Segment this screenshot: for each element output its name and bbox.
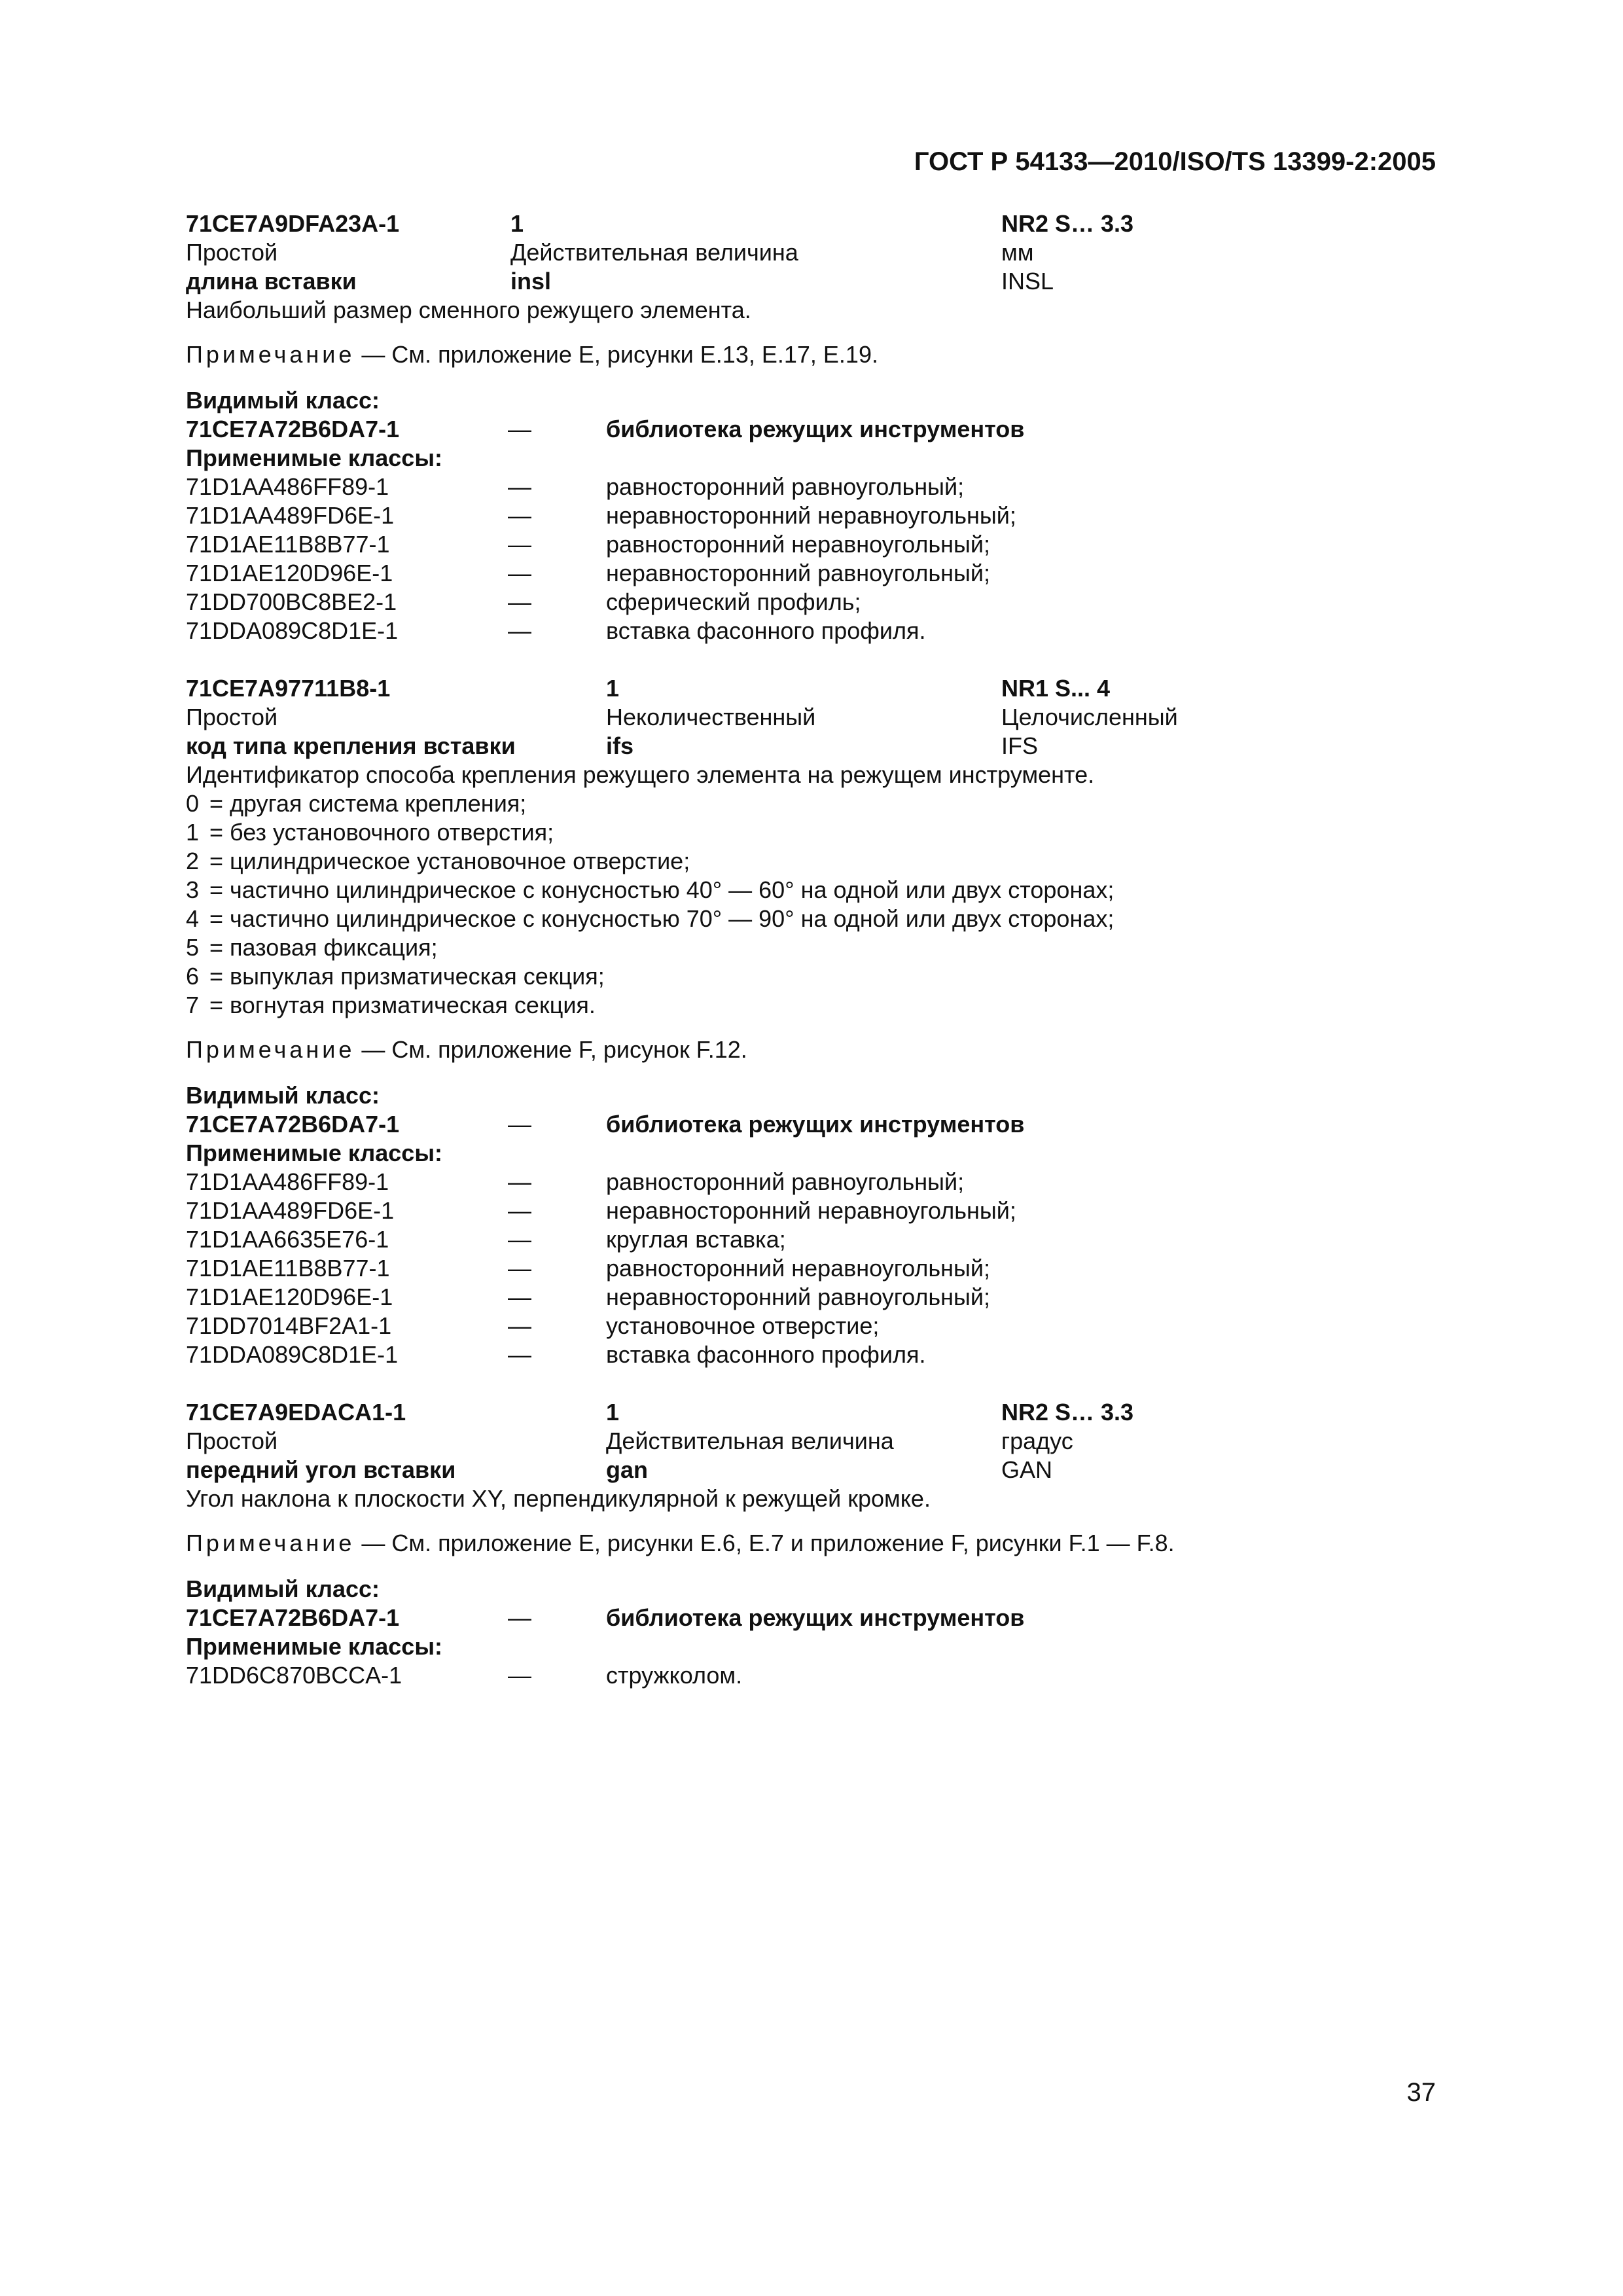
class-id: 71DD7014BF2A1-1 <box>186 1312 392 1339</box>
note-label: Примечание <box>186 341 355 368</box>
class-id: 71D1AA486FF89-1 <box>186 1168 389 1195</box>
class-id: 71D1AE11B8B77-1 <box>186 531 390 558</box>
code-text: = другая система крепления; <box>209 790 527 817</box>
class-id: 71DDA089C8D1E-1 <box>186 617 399 644</box>
note-text: — См. приложение E, рисунки E.13, E.17, E.19. <box>355 341 878 368</box>
class-name: равносторонний равноугольный; <box>606 473 965 500</box>
code-number: 4 <box>186 905 200 932</box>
property-unit: градус <box>1001 1427 1073 1454</box>
class-name: неравносторонний равноугольный; <box>606 1283 990 1310</box>
code-number: 7 <box>186 992 200 1018</box>
property-kind: Простой <box>186 1427 278 1454</box>
code-text: = пазовая фиксация; <box>209 934 438 961</box>
code-number: 1 <box>186 819 200 846</box>
class-name: неравносторонний неравноугольный; <box>606 1197 1016 1224</box>
property-format: NR2 S… 3.3 <box>1001 210 1134 237</box>
class-dash: — <box>508 1341 531 1368</box>
property-id: 71CE7A9EDACA1-1 <box>186 1399 406 1426</box>
visible-class-dash: — <box>508 1604 531 1631</box>
visible-class-name: библиотека режущих инструментов <box>606 1604 1025 1631</box>
property-kind: Простой <box>186 239 278 266</box>
code-number: 2 <box>186 848 200 874</box>
class-dash: — <box>508 1197 531 1224</box>
class-dash: — <box>508 1255 531 1282</box>
class-dash: — <box>508 617 531 644</box>
property-symbol: insl <box>510 268 552 295</box>
property-count: 1 <box>606 1399 620 1426</box>
property-definition: Наибольший размер сменного режущего элемента. <box>186 296 751 323</box>
property-format: NR2 S… 3.3 <box>1001 1399 1134 1426</box>
visible-class-id: 71CE7A72B6DA7-1 <box>186 416 400 442</box>
property-format: NR1 S... 4 <box>1001 675 1111 702</box>
visible-class-name: библиотека режущих инструментов <box>606 416 1025 442</box>
property-code: IFS <box>1001 732 1039 759</box>
applicable-classes-label: Применимые классы: <box>186 444 443 471</box>
code-text: = цилиндрическое установочное отверстие; <box>209 848 690 874</box>
visible-class-dash: — <box>508 1111 531 1138</box>
property-kind: Простой <box>186 704 278 730</box>
class-id: 71DDA089C8D1E-1 <box>186 1341 399 1368</box>
class-id: 71D1AA486FF89-1 <box>186 473 389 500</box>
property-unit: мм <box>1001 239 1034 266</box>
class-dash: — <box>508 1662 531 1689</box>
class-name: неравносторонний равноугольный; <box>606 560 990 586</box>
property-id: 71CE7A9DFA23A-1 <box>186 210 400 237</box>
class-name: вставка фасонного профиля. <box>606 617 926 644</box>
property-id: 71CE7A97711B8-1 <box>186 675 391 702</box>
property-count: 1 <box>510 210 524 237</box>
note <box>186 1529 1175 1558</box>
class-dash: — <box>508 1226 531 1253</box>
note-text: — См. приложение E, рисунки E.6, E.7 и приложение F, рисунки F.1 — F.8. <box>355 1530 1175 1556</box>
class-name: неравносторонний неравноугольный; <box>606 502 1016 529</box>
class-dash: — <box>508 1168 531 1195</box>
code-text: = без установочного отверстия; <box>209 819 554 846</box>
property-name: передний угол вставки <box>186 1456 456 1483</box>
class-name: равносторонний равноугольный; <box>606 1168 965 1195</box>
class-name: вставка фасонного профиля. <box>606 1341 926 1368</box>
class-dash: — <box>508 1312 531 1339</box>
class-id: 71D1AE120D96E-1 <box>186 1283 393 1310</box>
visible-class-name: библиотека режущих инструментов <box>606 1111 1025 1138</box>
class-id: 71D1AE120D96E-1 <box>186 560 393 586</box>
code-text: = вогнутая призматическая секция. <box>209 992 596 1018</box>
class-dash: — <box>508 502 531 529</box>
visible-class-label: Видимый класс: <box>186 1082 380 1109</box>
property-name: длина вставки <box>186 268 357 295</box>
class-id: 71D1AA489FD6E-1 <box>186 1197 395 1224</box>
note <box>186 1035 747 1064</box>
applicable-classes-label: Применимые классы: <box>186 1139 443 1166</box>
code-text: = частично цилиндрическое с конусностью 70° — 90° на одной или двух сторонах; <box>209 905 1115 932</box>
visible-class-label: Видимый класс: <box>186 1575 380 1602</box>
property-value-type: Действительная величина <box>606 1427 894 1454</box>
class-name: круглая вставка; <box>606 1226 786 1253</box>
property-unit: Целочисленный <box>1001 704 1178 730</box>
class-dash: — <box>508 1283 531 1310</box>
visible-class-id: 71CE7A72B6DA7-1 <box>186 1111 400 1138</box>
page-number: 37 <box>1406 2078 1436 2107</box>
code-number: 6 <box>186 963 200 990</box>
note-text: — См. приложение F, рисунок F.12. <box>355 1036 747 1063</box>
code-number: 0 <box>186 790 200 817</box>
property-value-type: Действительная величина <box>510 239 798 266</box>
note <box>186 340 878 369</box>
property-code: GAN <box>1001 1456 1053 1483</box>
property-code: INSL <box>1001 268 1054 295</box>
visible-class-label: Видимый класс: <box>186 387 380 414</box>
code-number: 5 <box>186 934 200 961</box>
class-dash: — <box>508 531 531 558</box>
property-count: 1 <box>606 675 620 702</box>
code-number: 3 <box>186 876 200 903</box>
class-id: 71DD6C870BCCA-1 <box>186 1662 402 1689</box>
class-name: установочное отверстие; <box>606 1312 880 1339</box>
visible-class-dash: — <box>508 416 531 442</box>
applicable-classes-label: Применимые классы: <box>186 1633 443 1660</box>
page-header: ГОСТ Р 54133—2010/ISO/TS 13399-2:2005 <box>914 147 1436 176</box>
property-name: код типа крепления вставки <box>186 732 516 759</box>
class-name: равносторонний неравноугольный; <box>606 531 990 558</box>
property-symbol: ifs <box>606 732 634 759</box>
class-dash: — <box>508 473 531 500</box>
property-value-type: Неколичественный <box>606 704 816 730</box>
code-text: = частично цилиндрическое с конусностью 40° — 60° на одной или двух сторонах; <box>209 876 1115 903</box>
visible-class-id: 71CE7A72B6DA7-1 <box>186 1604 400 1631</box>
class-id: 71D1AA489FD6E-1 <box>186 502 395 529</box>
class-id: 71D1AA6635E76-1 <box>186 1226 389 1253</box>
class-dash: — <box>508 560 531 586</box>
property-definition: Угол наклона к плоскости XY, перпендикулярной к режущей кромке. <box>186 1485 931 1512</box>
class-dash: — <box>508 588 531 615</box>
class-id: 71D1AE11B8B77-1 <box>186 1255 390 1282</box>
class-name: сферический профиль; <box>606 588 861 615</box>
property-symbol: gan <box>606 1456 649 1483</box>
note-label: Примечание <box>186 1036 355 1063</box>
code-text: = выпуклая призматическая секция; <box>209 963 605 990</box>
class-id: 71DD700BC8BE2-1 <box>186 588 397 615</box>
note-label: Примечание <box>186 1530 355 1556</box>
class-name: равносторонний неравноугольный; <box>606 1255 990 1282</box>
property-definition: Идентификатор способа крепления режущего элемента на режущем инструменте. <box>186 761 1095 788</box>
class-name: стружколом. <box>606 1662 743 1689</box>
